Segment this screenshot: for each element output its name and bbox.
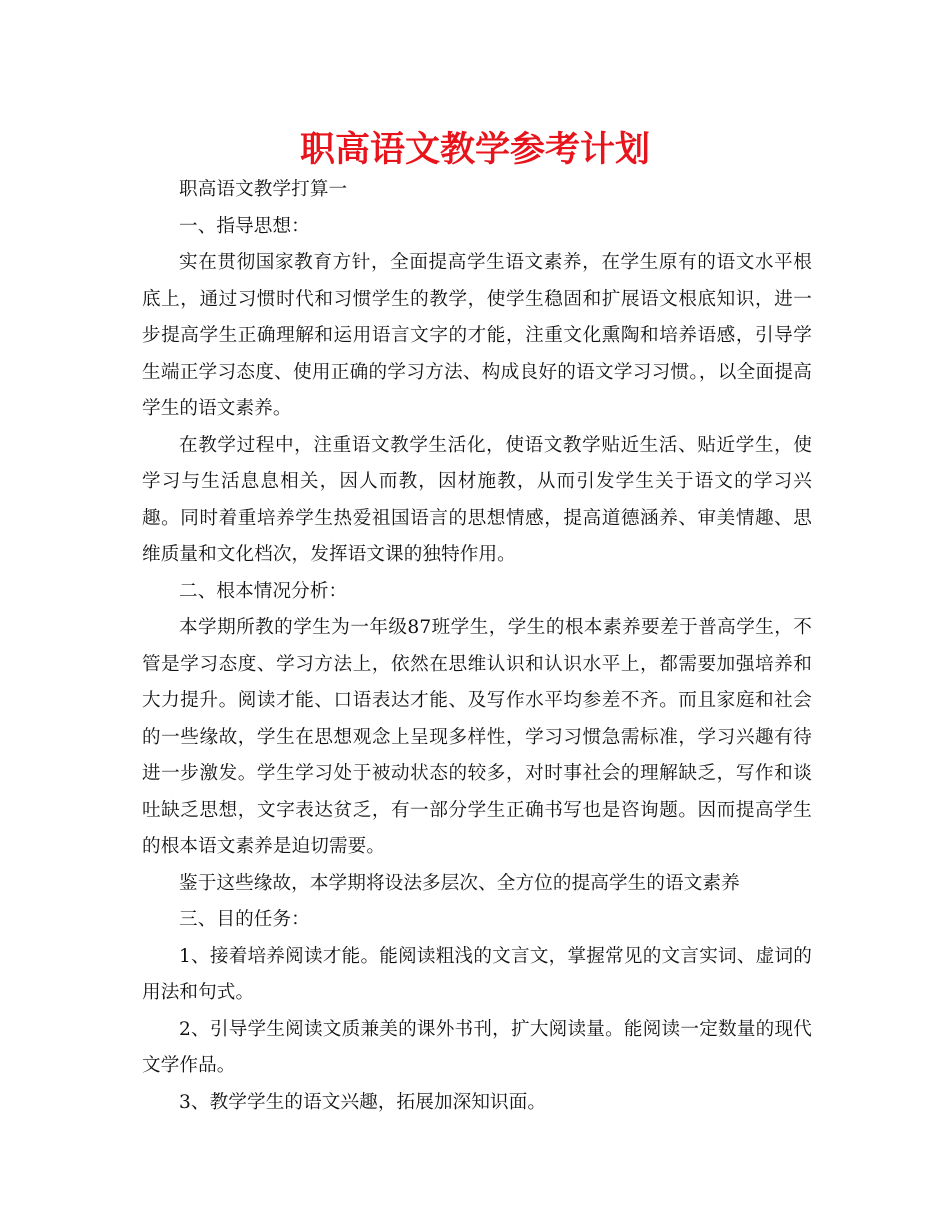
paragraph-guiding-thought-2: 在教学过程中，注重语文教学生活化，使语文教学贴近生活、贴近学生，使学习与生活息息相关，因人而教，因材施教，从而引发学生关于语文的学习兴趣。同时着重培养学生热爱祖国语言的思想情感，提高道德涵养、审美情趣、思维质量和文化档次，发挥语文课的独特作用。 <box>142 434 812 565</box>
paragraph-situation-analysis: 本学期所教的学生为一年级87班学生，学生的根本素养要差于普高学生，不管是学习态度、学习方法上，依然在思维认识和认识水平上，都需要加强培养和大力提升。阅读才能、口语表达才能、及写作水平均参差不齐。而且家庭和社会的一些缘故，学生在思想观念上呈现多样性，学习习惯急需标准，学习兴趣有待进一步激发。学生学习处于被动状态的较多，对时事社会的理解缺乏，写作和谈吐缺乏思想，文字表达贫乏，有一部分学生正确书写也是咨询题。因而提高学生的根本语文素养是迫切需要。 <box>142 617 812 857</box>
paragraph-situation-conclusion: 鉴于这些缘故，本学期将设法多层次、全方位的提高学生的语文素养 <box>179 872 740 894</box>
section-heading-guiding-thought: 一、指导思想： <box>179 215 310 237</box>
section-heading-objectives: 三、目的任务： <box>179 909 310 930</box>
document-body <box>142 172 812 1121</box>
plan-subtitle: 职高语文教学打算一 <box>179 179 348 200</box>
objective-item-3: 3、教学学生的语文兴趣，拓展加深知识面。 <box>179 1091 547 1113</box>
paragraph-guiding-thought-1: 实在贯彻国家教育方针，全面提高学生语文素养，在学生原有的语文水平根底上，通过习惯时代和习惯学生的教学，使学生稳固和扩展语文根底知识，进一步提高学生正确理解和运用语言文字的才能，注重文化熏陶和培养语感，引导学生端正学习态度、使用正确的学习方法、构成良好的语文学习习惯。，以全面提高学生的语文素养。 <box>142 252 812 419</box>
document-title: 职高语文教学参考计划 <box>299 130 650 170</box>
objective-item-2: 2、引导学生阅读文质兼美的课外书刊，扩大阅读量。能阅读一定数量的现代文学作品。 <box>142 1018 812 1076</box>
objective-item-1: 1、接着培养阅读才能。能阅读粗浅的文言文，掌握常见的文言实词、虚词的用法和句式。 <box>142 945 812 1003</box>
section-heading-situation-analysis: 二、根本情况分析： <box>179 580 348 602</box>
